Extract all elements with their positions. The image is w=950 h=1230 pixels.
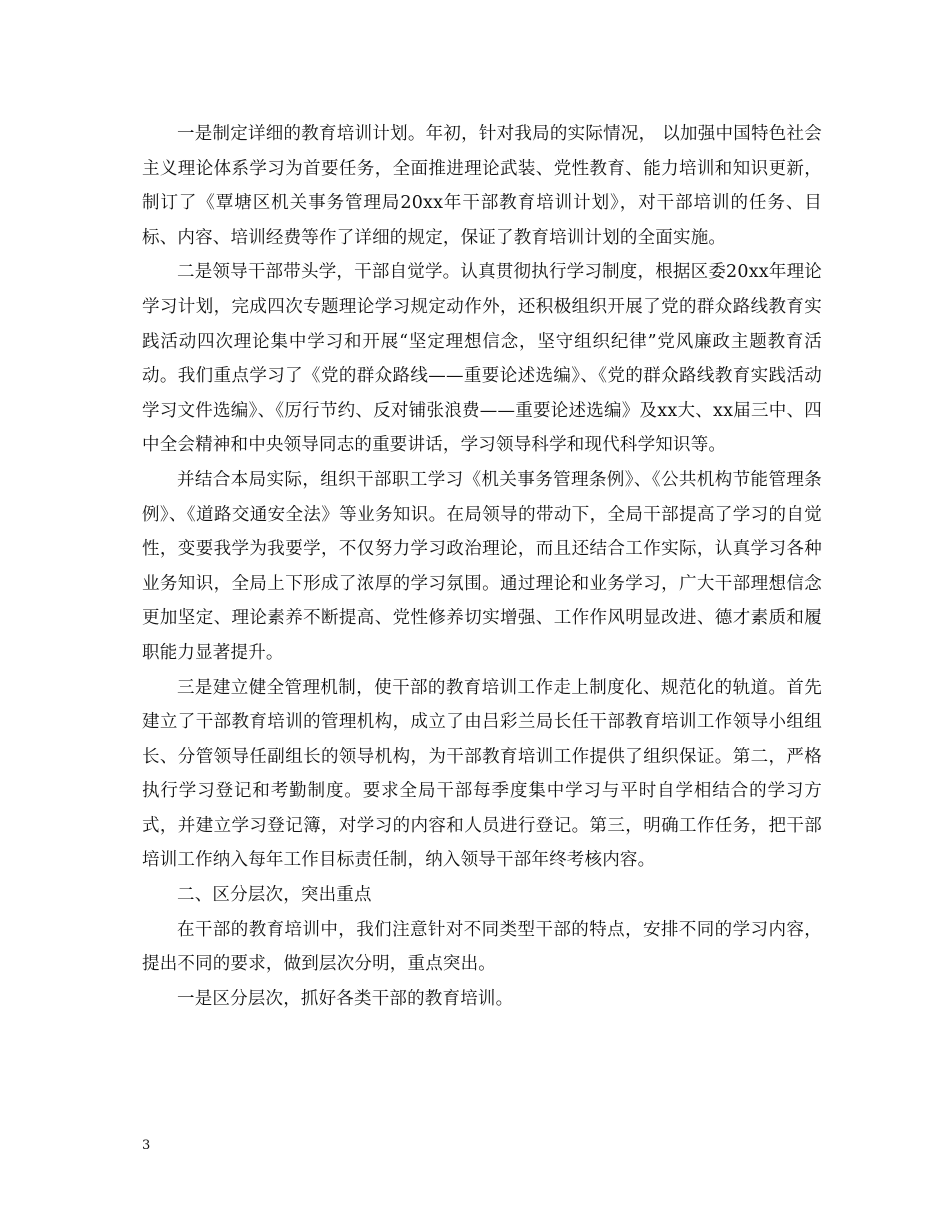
page-number: 3	[142, 1138, 151, 1153]
paragraph-leaders-study: 二是领导干部带头学，干部自觉学。认真贯彻执行学习制度，根据区委20xx年理论学习计划，完成四次专题理论学习规定动作外，还积极组织开展了党的群众路线教育实践活动四次理论集中学习和开展“坚定理想信念，坚守组织纪律”党风廉政主题教育活动。我们重点学习了《党的群众路线——重要论述选编》、《党的群众路线教育实践活动学习文件选编》、《厉行节约、反对铺张浪费——重要论述选编》及xx大、xx届三中、四中全会精神和中央领导同志的重要讲话，学习领导科学和现代科学知识等。	[142, 262, 822, 456]
section-heading: 二、区分层次，突出重点	[177, 885, 372, 906]
paragraph-level-training: 一是区分层次，抓好各类干部的教育培训。	[177, 988, 514, 1009]
body-text	[142, 117, 822, 1016]
paragraph-different-levels: 在干部的教育培训中，我们注意针对不同类型干部的特点，安排不同的学习内容，提出不同的要求，做到层次分明，重点突出。	[142, 919, 822, 975]
paragraph-management-mechanism: 三是建立健全管理机制，使干部的教育培训工作走上制度化、规范化的轨道。首先建立了干部教育培训的管理机构，成立了由吕彩兰局长任干部教育培训工作领导小组组长、分管领导任副组长的领导机构，为干部教育培训工作提供了组织保证。第二，严格执行学习登记和考勤制度。要求全局干部每季度集中学习与平时自学相结合的学习方式，并建立学习登记簿，对学习的内容和人员进行登记。第三，明确工作任务，把干部培训工作纳入每年工作目标责任制，纳入领导干部年终考核内容。	[142, 677, 822, 871]
paragraph-business-knowledge: 并结合本局实际，组织干部职工学习《机关事务管理条例》、《公共机构节能管理条例》、《道路交通安全法》等业务知识。在局领导的带动下，全局干部提高了学习的自觉性，变要我学为我要学，不仅努力学习政治理论，而且还结合工作实际，认真学习各种业务知识，全局上下形成了浓厚的学习氛围。通过理论和业务学习，广大干部理想信念更加坚定、理论素养不断提高、党性修养切实增强、工作作风明显改进、德才素质和履职能力显著提升。	[142, 469, 822, 663]
paragraph-training-plan: 一是制定详细的教育培训计划。年初，针对我局的实际情况， 以加强中国特色社会主义理论体系学习为首要任务，全面推进理论武装、党性教育、能力培训和知识更新，制订了《覃塘区机关事务管理局20xx年干部教育培训计划》，对干部培训的任务、目标、内容、培训经费等作了详细的规定，保证了教育培训计划的全面实施。	[142, 124, 822, 248]
